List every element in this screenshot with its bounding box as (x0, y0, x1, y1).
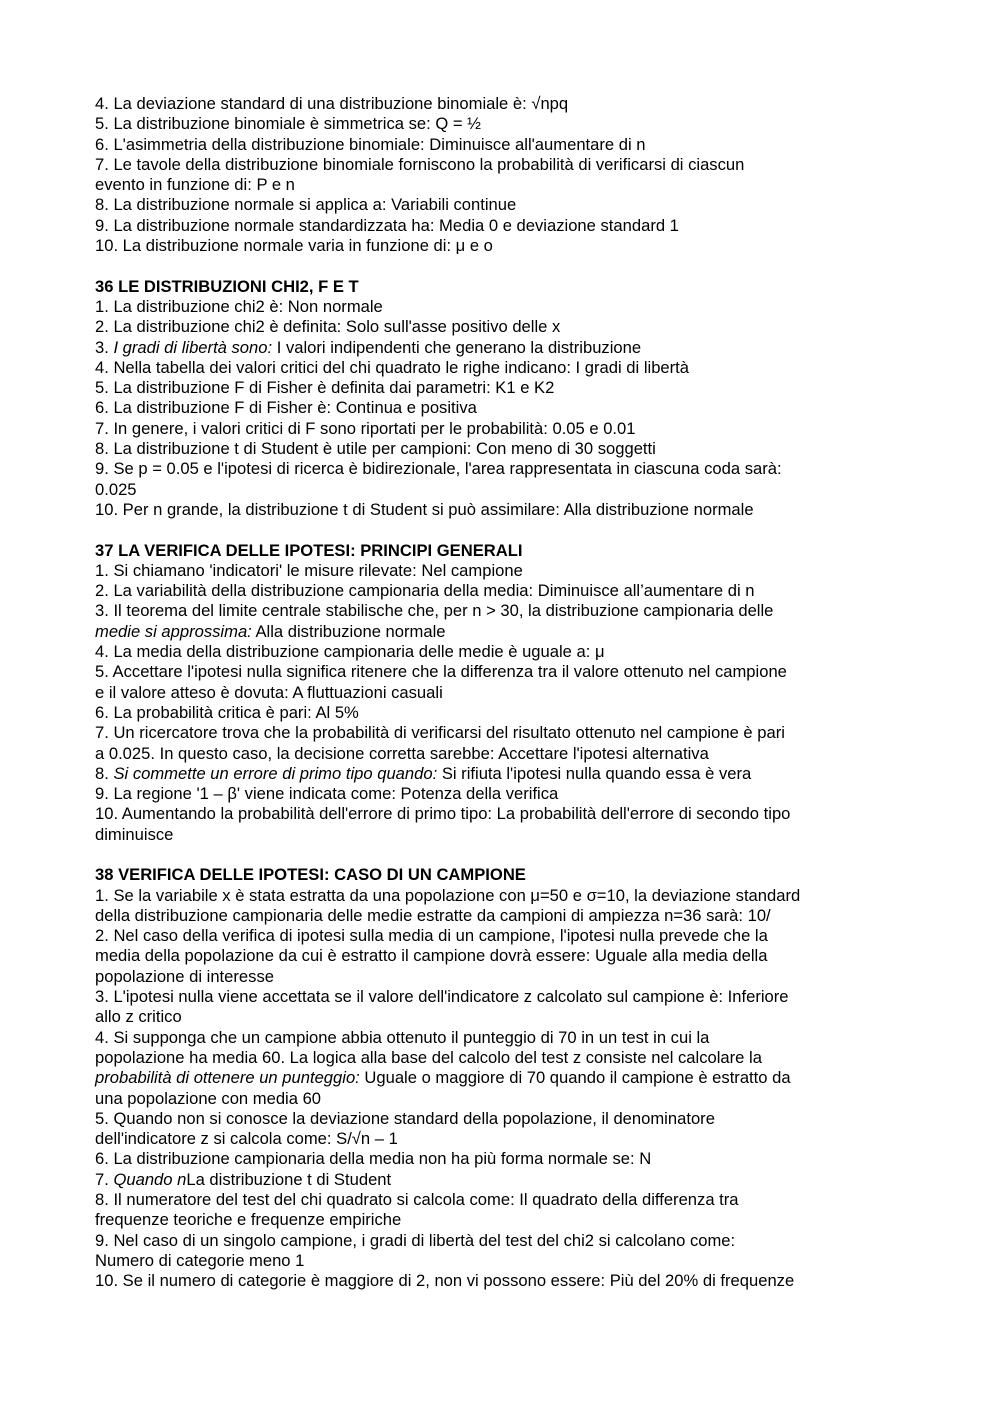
text-line (95, 723, 895, 743)
text-line (95, 1068, 895, 1088)
section-binomial-normal (95, 94, 895, 256)
text-line (95, 744, 895, 764)
text-segment: 5. Quando non si conosce la deviazione standard della popolazione, il denominatore (95, 1108, 715, 1128)
section-36-items (95, 297, 895, 520)
text-line (95, 1231, 895, 1251)
section-heading-38: 38 VERIFICA DELLE IPOTESI: CASO DI UN CAMPIONE (95, 865, 526, 885)
text-segment: 5. La distribuzione binomiale è simmetrica se: Q = ½ (95, 114, 481, 134)
text-line (95, 642, 895, 662)
text-segment: evento in funzione di: P e n (95, 175, 295, 195)
text-segment: frequenze teoriche e frequenze empiriche (95, 1210, 402, 1230)
text-segment: Uguale o maggiore di 70 quando il campione è estratto da (359, 1068, 791, 1088)
text-segment: 1. La distribuzione chi2 è: Non normale (95, 296, 383, 316)
text-segment: dell'indicatore z si calcola come: S/√n – 1 (95, 1129, 398, 1149)
text-segment: 7. In genere, i valori critici di F sono riportati per le probabilità: 0.05 e 0.01 (95, 418, 636, 438)
text-segment: 4. Nella tabella dei valori critici del chi quadrato le righe indicano: I gradi di libertà (95, 357, 690, 377)
text-segment: 6. La distribuzione campionaria della media non ha più forma normale se: N (95, 1149, 652, 1169)
text-segment: Si rifiuta l'ipotesi nulla quando essa è vera (437, 763, 752, 783)
italic-text: probabilità di ottenere un punteggio: (95, 1068, 360, 1088)
text-line (95, 480, 895, 500)
text-line (95, 439, 895, 459)
text-segment: 10. Se il numero di categorie è maggiore di 2, non vi possono essere: Più del 20% di frequenze (95, 1271, 795, 1291)
text-line (95, 1271, 895, 1291)
text-line (95, 1190, 895, 1210)
text-segment: 9. Se p = 0.05 e l'ipotesi di ricerca è bidirezionale, l'area rappresentata in ciascuna coda sarà: (95, 459, 782, 479)
text-segment: popolazione ha media 60. La logica alla base del calcolo del test z consiste nel calcolare la (95, 1047, 762, 1067)
text-line (95, 622, 895, 642)
text-segment: 6. L'asimmetria della distribuzione binomiale: Diminuisce all'aumentare di n (95, 134, 646, 154)
text-segment: 9. La regione '1 – β' viene indicata come: Potenza della verifica (95, 784, 559, 804)
document-page (95, 94, 895, 1292)
section-heading-37: 37 LA VERIFICA DELLE IPOTESI: PRINCIPI GENERALI (95, 540, 523, 560)
section-38 (95, 865, 895, 1291)
text-segment: 10. Per n grande, la distribuzione t di Student si può assimilare: Alla distribuzione normale (95, 499, 754, 519)
text-line (95, 926, 895, 946)
text-segment: Alla distribuzione normale (251, 621, 446, 641)
text-line (95, 987, 895, 1007)
text-line (95, 338, 895, 358)
text-line (95, 297, 895, 317)
text-segment: allo z critico (95, 1007, 182, 1027)
italic-text: medie si approssima: (95, 621, 252, 641)
text-segment: 8. La distribuzione t di Student è utile per campioni: Con meno di 30 soggetti (95, 439, 656, 459)
text-segment: 8. Il numeratore del test del chi quadrato si calcola come: Il quadrato della differenza tra (95, 1190, 739, 1210)
text-segment: 10. Aumentando la probabilità dell'errore di primo tipo: La probabilità dell'errore di secondo tipo (95, 804, 791, 824)
text-line (95, 561, 895, 581)
section-37 (95, 541, 895, 845)
text-line (95, 946, 895, 966)
text-segment: 2. La variabilità della distribuzione campionaria della media: Diminuisce all’aumentare di n (95, 581, 755, 601)
text-line (95, 906, 895, 926)
text-line (95, 581, 895, 601)
section-38-items (95, 886, 895, 1292)
text-line (95, 317, 895, 337)
text-segment: 8. (95, 763, 114, 783)
text-segment: I valori indipendenti che generano la distribuzione (272, 337, 642, 357)
text-segment: 7. Un ricercatore trova che la probabilità di verificarsi del risultato ottenuto nel campione è pari (95, 723, 785, 743)
text-line (95, 155, 895, 175)
text-segment: diminuisce (95, 824, 174, 844)
text-line (95, 1251, 895, 1271)
italic-text: Si commette un errore di primo tipo quando: (113, 763, 438, 783)
text-segment: della distribuzione campionaria delle medie estratte da campioni di ampiezza n=36 sarà: 10/ (95, 905, 771, 925)
italic-text: I gradi di libertà sono: (113, 337, 273, 357)
text-segment: 4. La media della distribuzione campionaria delle medie è uguale a: μ (95, 642, 605, 662)
text-segment: 5. Accettare l'ipotesi nulla significa ritenere che la differenza tra il valore ottenuto nel campione (95, 662, 787, 682)
section-36 (95, 277, 895, 521)
text-line (95, 459, 895, 479)
text-segment: e il valore atteso è dovuta: A fluttuazioni casuali (95, 682, 443, 702)
text-line (95, 135, 895, 155)
text-segment: 10. La distribuzione normale varia in funzione di: μ e o (95, 236, 493, 256)
section-heading-36: 36 LE DISTRIBUZIONI CHI2, F E T (95, 276, 359, 296)
text-line (95, 500, 895, 520)
text-line (95, 419, 895, 439)
text-segment: 2. Nel caso della verifica di ipotesi sulla media di un campione, l'ipotesi nulla prevede che la (95, 926, 768, 946)
text-line (95, 764, 895, 784)
text-segment: 1. Se la variabile x è stata estratta da una popolazione con μ=50 e σ=10, la deviazione standard (95, 885, 801, 905)
text-segment: 2. La distribuzione chi2 è definita: Solo sull'asse positivo delle x (95, 317, 561, 337)
text-segment: La distribuzione t di Student (186, 1169, 392, 1189)
text-segment: 3. Il teorema del limite centrale stabilische che, per n > 30, la distribuzione campionaria delle (95, 601, 774, 621)
text-line (95, 1109, 895, 1129)
text-line (95, 195, 895, 215)
text-segment: 3. (95, 337, 114, 357)
text-line (95, 1048, 895, 1068)
text-line (95, 1007, 895, 1027)
text-line (95, 114, 895, 134)
text-line (95, 662, 895, 682)
text-line (95, 804, 895, 824)
text-segment: 7. Le tavole della distribuzione binomiale forniscono la probabilità di verificarsi di ciascun (95, 154, 745, 174)
text-line (95, 683, 895, 703)
text-segment: 9. Nel caso di un singolo campione, i gradi di libertà del test del chi2 si calcolano come: (95, 1230, 736, 1250)
text-line (95, 1210, 895, 1230)
text-segment: Numero di categorie meno 1 (95, 1250, 305, 1270)
section-37-items (95, 561, 895, 845)
text-line (95, 703, 895, 723)
italic-text: Quando n (113, 1169, 187, 1189)
text-line (95, 967, 895, 987)
text-segment: 0.025 (95, 479, 137, 499)
text-segment: media della popolazione da cui è estratto il campione dovrà essere: Uguale alla media della (95, 946, 768, 966)
text-segment: 9. La distribuzione normale standardizzata ha: Media 0 e deviazione standard 1 (95, 215, 679, 235)
text-line (95, 94, 895, 114)
text-line (95, 1089, 895, 1109)
text-line (95, 1149, 895, 1169)
text-line (95, 1028, 895, 1048)
text-segment: 5. La distribuzione F di Fisher è definita dai parametri: K1 e K2 (95, 378, 555, 398)
text-line (95, 398, 895, 418)
text-line (95, 358, 895, 378)
text-segment: 6. La distribuzione F di Fisher è: Continua e positiva (95, 398, 477, 418)
text-segment: 4. La deviazione standard di una distribuzione binomiale è: √npq (95, 94, 569, 113)
text-line (95, 1129, 895, 1149)
text-line (95, 175, 895, 195)
text-line (95, 236, 895, 256)
text-segment: 8. La distribuzione normale si applica a: Variabili continue (95, 195, 517, 215)
text-line (95, 378, 895, 398)
text-segment: 3. L'ipotesi nulla viene accettata se il valore dell'indicatore z calcolato sul campione è: Inferiore (95, 987, 789, 1007)
text-line (95, 1170, 895, 1190)
text-line (95, 784, 895, 804)
text-line (95, 825, 895, 845)
text-segment: una popolazione con media 60 (95, 1088, 322, 1108)
text-line (95, 886, 895, 906)
text-line (95, 601, 895, 621)
text-segment: 6. La probabilità critica è pari: Al 5% (95, 702, 359, 722)
text-segment: a 0.025. In questo caso, la decisione corretta sarebbe: Accettare l'ipotesi alternativa (95, 743, 709, 763)
text-segment: popolazione di interesse (95, 966, 274, 986)
text-segment: 7. (95, 1169, 114, 1189)
text-segment: 1. Si chiamano 'indicatori' le misure rilevate: Nel campione (95, 560, 523, 580)
text-segment: 4. Si supponga che un campione abbia ottenuto il punteggio di 70 in un test in cui la (95, 1027, 710, 1047)
text-line (95, 216, 895, 236)
